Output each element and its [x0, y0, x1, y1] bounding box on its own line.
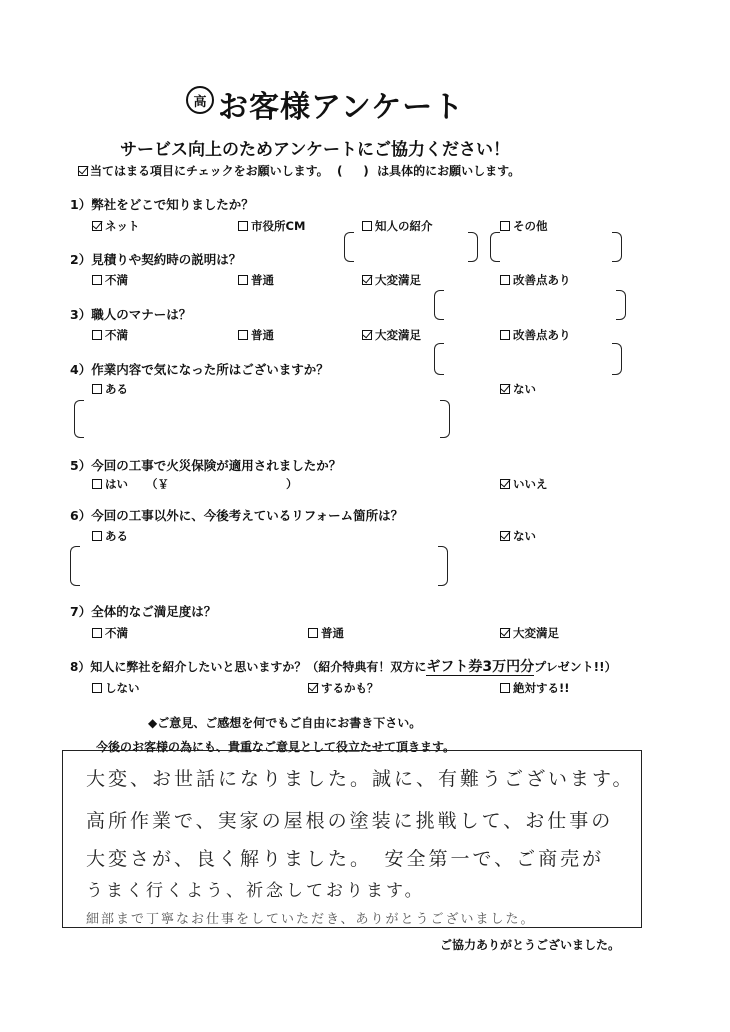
- option-label: 改善点あり: [513, 273, 571, 287]
- q1-option-referral[interactable]: [362, 218, 433, 234]
- q5-yen-suffix: ）: [286, 477, 298, 491]
- option-label: 改善点あり: [513, 328, 571, 342]
- bracket-example-icon: ( ): [336, 164, 369, 178]
- checkbox-icon[interactable]: [500, 330, 510, 340]
- company-logo: [186, 86, 214, 114]
- option-label: するかも？: [321, 681, 379, 695]
- q8-label-part2: プレゼント!!）: [534, 660, 617, 674]
- q2-bracket-left: [434, 290, 444, 320]
- q6-option-yes[interactable]: [92, 528, 128, 544]
- comment-prompt-2: 今後のお客様の為にも、貴重なご意見として役立たせて頂きます。: [96, 740, 456, 754]
- instruction: [78, 162, 520, 179]
- q1-other-bracket-left: [490, 232, 500, 262]
- q1-option-net[interactable]: [92, 218, 140, 234]
- comment-line-5: 細部まで丁寧なお仕事をしていただき、ありがとうございました。: [86, 912, 536, 927]
- checkbox-example-icon: [78, 166, 88, 176]
- option-label: 普通: [251, 273, 274, 287]
- q3-option-very-satisfied[interactable]: [362, 327, 421, 343]
- comment-line-1: 大変、お世話になりました。誠に、有難うございます。: [86, 768, 635, 790]
- instruction-text-1: 当てはまる項目にチェックをお願いします。: [90, 164, 329, 178]
- option-label: 不満: [105, 273, 128, 287]
- comment-line-4: うまく行くよう、祈念しております。: [86, 881, 425, 901]
- q1-other-bracket-right: [612, 232, 622, 262]
- question-3-label: 3）職人のマナーは？: [70, 307, 192, 322]
- question-8-label: [70, 656, 617, 676]
- option-label: はい: [105, 477, 128, 491]
- q3-option-improvement[interactable]: [500, 327, 571, 343]
- q1-referral-bracket-right: [468, 232, 478, 262]
- q3-option-normal[interactable]: [238, 327, 274, 343]
- q8-option-no[interactable]: [92, 680, 140, 696]
- q2-option-improvement[interactable]: [500, 272, 571, 288]
- checkbox-icon[interactable]: [308, 628, 318, 638]
- option-label: 大変満足: [375, 328, 421, 342]
- q3-bracket-right: [612, 343, 622, 375]
- q2-bracket-right: [616, 290, 626, 320]
- q1-option-city-cm[interactable]: [238, 218, 305, 234]
- comment-line-2: 高所作業で、実家の屋根の塗装に挑戦して、お仕事の: [86, 810, 614, 832]
- question-2-label: 2）見積りや契約時の説明は？: [70, 252, 242, 267]
- question-5-label: 5）今回の工事で火災保険が適用されましたか？: [70, 458, 342, 473]
- q4-option-no[interactable]: [500, 381, 536, 397]
- checkbox-icon[interactable]: [500, 221, 510, 231]
- comment-prompt: ◆ご意見、ご感想を何でもご自由にお書き下さい。: [148, 716, 422, 730]
- gift-highlight: ギフト券3万円分: [426, 659, 535, 675]
- checkbox-icon[interactable]: [362, 275, 372, 285]
- checkbox-icon[interactable]: [92, 330, 102, 340]
- page-subtitle: サービス向上のためアンケートにご協力ください！: [120, 140, 510, 160]
- checkbox-icon[interactable]: [92, 628, 102, 638]
- instruction-text-2: は具体的にお願いします。: [377, 164, 521, 178]
- q2-option-very-satisfied[interactable]: [362, 272, 421, 288]
- question-4-label: 4）作業内容で気になった所はございますか？: [70, 362, 329, 377]
- checkbox-icon[interactable]: [362, 330, 372, 340]
- q5-option-yes[interactable]: [92, 476, 128, 492]
- option-label: 普通: [321, 626, 344, 640]
- option-label: 大変満足: [513, 626, 559, 640]
- option-label: ない: [513, 382, 536, 396]
- question-1-label: 1）弊社をどこで知りましたか？: [70, 197, 254, 212]
- q3-bracket-left: [434, 343, 444, 375]
- checkbox-icon[interactable]: [362, 221, 372, 231]
- q1-option-other[interactable]: [500, 218, 548, 234]
- q2-option-dissatisfied[interactable]: [92, 272, 128, 288]
- checkbox-icon[interactable]: [500, 479, 510, 489]
- option-label: 不満: [105, 626, 128, 640]
- question-7-label: 7）全体的なご満足度は？: [70, 604, 217, 619]
- checkbox-icon[interactable]: [92, 683, 102, 693]
- checkbox-icon[interactable]: [500, 384, 510, 394]
- q4-bracket-right: [440, 400, 450, 438]
- checkbox-icon[interactable]: [308, 683, 318, 693]
- q2-option-normal[interactable]: [238, 272, 274, 288]
- option-label: しない: [105, 681, 140, 695]
- checkbox-icon[interactable]: [500, 531, 510, 541]
- q6-bracket-right: [438, 546, 448, 586]
- page-title: お客様アンケート: [218, 90, 465, 125]
- checkbox-icon[interactable]: [92, 384, 102, 394]
- checkbox-icon[interactable]: [238, 330, 248, 340]
- q8-option-maybe[interactable]: [308, 680, 379, 696]
- q6-bracket-left: [70, 546, 80, 586]
- checkbox-icon[interactable]: [500, 683, 510, 693]
- checkbox-icon[interactable]: [238, 221, 248, 231]
- thanks-text: ご協力ありがとうございました。: [440, 938, 621, 952]
- q6-option-no[interactable]: [500, 528, 536, 544]
- checkbox-icon[interactable]: [92, 275, 102, 285]
- checkbox-icon[interactable]: [500, 275, 510, 285]
- option-label: ネット: [105, 219, 140, 233]
- q7-option-dissatisfied[interactable]: [92, 625, 128, 641]
- q5-option-no[interactable]: [500, 476, 548, 492]
- comment-line-3: 大変さが、良く解りました。 安全第一で、ご商売が: [86, 848, 605, 870]
- q5-yen-prefix: （￥: [146, 477, 169, 491]
- q1-referral-bracket-left: [344, 232, 354, 262]
- checkbox-icon[interactable]: [500, 628, 510, 638]
- option-label: ない: [513, 529, 536, 543]
- checkbox-icon[interactable]: [92, 479, 102, 489]
- q7-option-very-satisfied[interactable]: [500, 625, 559, 641]
- option-label: 大変満足: [375, 273, 421, 287]
- option-label: 知人の紹介: [375, 219, 433, 233]
- question-6-label: 6）今回の工事以外に、今後考えているリフォーム箇所は？: [70, 508, 404, 523]
- q3-option-dissatisfied[interactable]: [92, 327, 128, 343]
- q4-option-yes[interactable]: [92, 381, 128, 397]
- logo-text: 高: [193, 94, 207, 110]
- option-label: いいえ: [513, 477, 548, 491]
- option-label: 不満: [105, 328, 128, 342]
- q7-option-normal[interactable]: [308, 625, 344, 641]
- q4-bracket-left: [74, 400, 84, 438]
- option-label: 市役所CM: [251, 219, 306, 233]
- checkbox-icon[interactable]: [238, 275, 248, 285]
- option-label: 普通: [251, 328, 274, 342]
- option-label: ある: [105, 382, 128, 396]
- option-label: 絶対する!!: [513, 681, 570, 695]
- q8-option-definitely[interactable]: [500, 680, 570, 696]
- q8-label-part1: 8）知人に弊社を紹介したいと思いますか？（紹介特典有！双方に: [70, 660, 427, 674]
- option-label: ある: [105, 529, 128, 543]
- checkbox-icon[interactable]: [92, 531, 102, 541]
- option-label: その他: [513, 219, 548, 233]
- checkbox-icon[interactable]: [92, 221, 102, 231]
